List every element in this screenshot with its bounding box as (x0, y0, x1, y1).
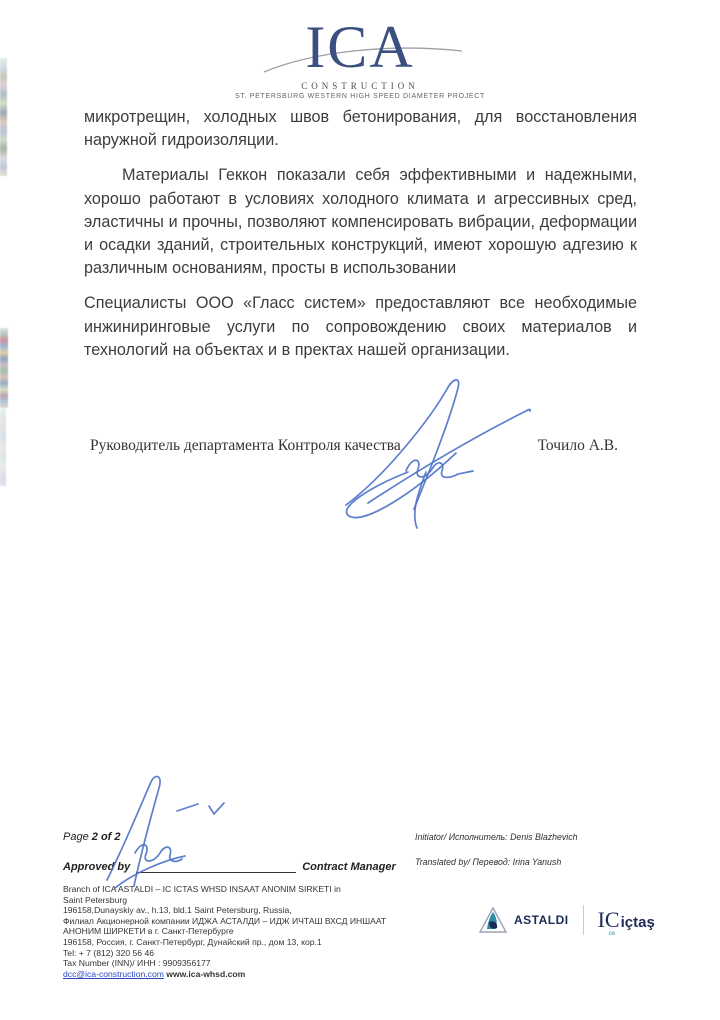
translator-name: Irina Yanush (512, 857, 562, 867)
website-text: www.ica-whsd.com (166, 968, 246, 979)
address-line: АНОНИМ ШИРКЕТИ в г. Санкт-Петербурге (63, 926, 234, 937)
page-label-prefix: Page (63, 831, 89, 843)
address-line: 196158, Россия, г. Санкт-Петербург, Дунайский пр., дом 13, кор.1 (63, 936, 322, 947)
ica-logo (250, 10, 470, 82)
signer-name: Точило А.В. (537, 437, 618, 454)
ictas-ic-letters: IC (597, 907, 620, 932)
email-link[interactable]: dcc@ica-construction.com (63, 968, 164, 979)
signer-position-title: Руководитель департамента Контроля качества (90, 437, 401, 454)
address-line: Saint Petersburg (63, 894, 128, 905)
tax-number-line: Tax Number (INN)/ ИНН : 9909356177 (63, 958, 211, 969)
astaldi-triangle-icon (478, 906, 508, 934)
body-paragraph-1: микротрещин, холодных швов бетонирования, для восстановления наружной гидроизоляции. (84, 108, 637, 150)
initiator-label: Initiator/ Исполнитель: (415, 832, 508, 842)
ictas-wordmark: içtaş (620, 914, 655, 931)
contact-line (63, 969, 393, 980)
scan-artifact-strip (0, 328, 8, 408)
phone-line: Tel: + 7 (812) 320 56 46 (63, 947, 155, 958)
logo-division-label: CONSTRUCTION (301, 81, 419, 91)
logo-project-label: ST. PETERSBURG WESTERN HIGH SPEED DIAMETER PROJECT (234, 93, 486, 100)
initiator-line (415, 832, 578, 842)
address-line: Филиал Акционерной компании ИДЖА АСТАЛДИ – ИДЖ ИЧТАШ ВХСД ИНШААТ (63, 915, 387, 926)
partner-logos (478, 905, 655, 935)
body-paragraph-2: Материалы Геккон показали себя эффективными и надежными, хорошо работают в условиях холодного климата и агрессивных сред, эластичны и прочны, позволяют компенсировать вибрации, деформации и осадки зданий, строительных конструкций, имеют хорошую адгезию к различным основаниям, просты в использовании (84, 166, 637, 278)
ictas-ce-mark: ce (608, 931, 615, 937)
translator-line (415, 857, 561, 867)
handwritten-signature-main (328, 375, 533, 533)
translated-by-label: Translated by/ Перевод: (415, 857, 511, 867)
approved-by-label: Approved by (63, 861, 131, 873)
address-line: Branch of ICA ASTALDI – IC ICTAS WHSD INSAAT ANONIM SIRKETI in (63, 884, 341, 894)
address-line: 196158,Dunayskiy av., h.13, bld.1 Saint Petersburg, Russia, (63, 905, 292, 916)
approver-role-label: Contract Manager (302, 861, 396, 873)
initiator-name: Denis Blazhevich (510, 832, 578, 842)
scan-artifact-strip (0, 58, 7, 176)
company-address-block (63, 884, 393, 979)
handwritten-signature-approval (85, 772, 237, 894)
page-label-value: 2 of 2 (91, 831, 121, 843)
letter-body (84, 106, 637, 374)
ictas-logo (597, 907, 655, 937)
body-paragraph-3: Специалисты ООО «Гласс систем» предоставляют все необходимые инжиниринговые услуги по сопровождению своих материалов и технологий на объектах и в пректах нашей организации. (84, 294, 637, 359)
ictas-ic-mark (597, 907, 620, 937)
scan-artifact-strip (0, 408, 6, 486)
astaldi-wordmark: ASTALDI (514, 913, 569, 927)
astaldi-logo (478, 906, 569, 934)
logo-wordmark: ICA (305, 14, 415, 80)
logo-divider (583, 905, 584, 935)
